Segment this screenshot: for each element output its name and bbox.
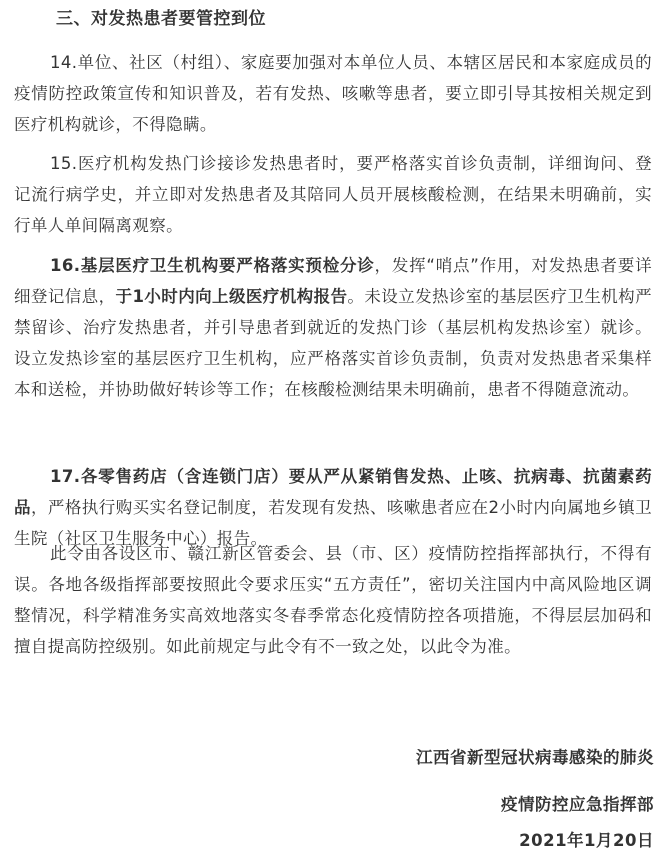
item-17-text: ，严格执行购买实名登记制度，若发现有发热、咳嗽患者应在2小时内向属地乡镇卫生院（社区卫生服务中心）报告。 xyxy=(14,498,652,548)
closing-text: 此令由各设区市、赣江新区管委会、县（市、区）疫情防控指挥部执行，不得有误。各地各级指挥部要按照此令要求压实“五方责任”，密切关注国内中高风险地区调整情况，科学精准务实高效地落实冬春季常态化疫情防控各项措施，不得层层加码和擅自提高防控级别。如此前规定与此令有不一致之处，以此令为准。 xyxy=(14,544,652,656)
item-16-bold-lead: 16.基层医疗卫生机构要严格落实预检分诊 xyxy=(50,256,375,275)
section-heading: 三、对发热患者要管控到位 xyxy=(56,9,266,29)
paragraph-item-14 xyxy=(14,47,652,140)
signature-date: 2021年1月20日 xyxy=(519,831,654,850)
signature-org-line-1: 江西省新型冠状病毒感染的肺炎 xyxy=(416,748,654,767)
item-16-text-a: ，发挥“哨点”作用，对发热患者要详细登记信息， xyxy=(14,256,652,306)
closing-paragraph xyxy=(14,538,652,662)
paragraph-item-15 xyxy=(14,148,652,241)
item-14-text: 14.单位、社区（村组）、家庭要加强对本单位人员、本辖区居民和本家庭成员的疫情防控政策宣传和知识普及，若有发热、咳嗽等患者，要立即引导其按相关规定到医疗机构就诊，不得隐瞒。 xyxy=(14,53,652,134)
item-17-bold-lead: 17.各零售药店（含连锁门店）要从严从紧销售发热、止咳、抗病毒、抗菌素药品 xyxy=(14,467,652,517)
item-16-bold-mid: 于1小时内向上级医疗机构报告 xyxy=(115,287,348,306)
item-16-text-b: 。未设立发热诊室的基层医疗卫生机构严禁留诊、治疗发热患者，并引导患者到就近的发热门诊（基层机构发热诊室）就诊。设立发热诊室的基层医疗卫生机构，应严格落实首诊负责制，负责对发热患者采集样本和送检，并协助做好转诊等工作；在核酸检测结果未明确前，患者不得随意流动。 xyxy=(14,287,652,399)
paragraph-item-16 xyxy=(14,250,652,405)
signature-org-line-2: 疫情防控应急指挥部 xyxy=(501,795,654,814)
item-15-text: 15.医疗机构发热门诊接诊发热患者时，要严格落实首诊负责制，详细询问、登记流行病学史，并立即对发热患者及其陪同人员开展核酸检测，在结果未明确前，实行单人单间隔离观察。 xyxy=(14,154,652,235)
